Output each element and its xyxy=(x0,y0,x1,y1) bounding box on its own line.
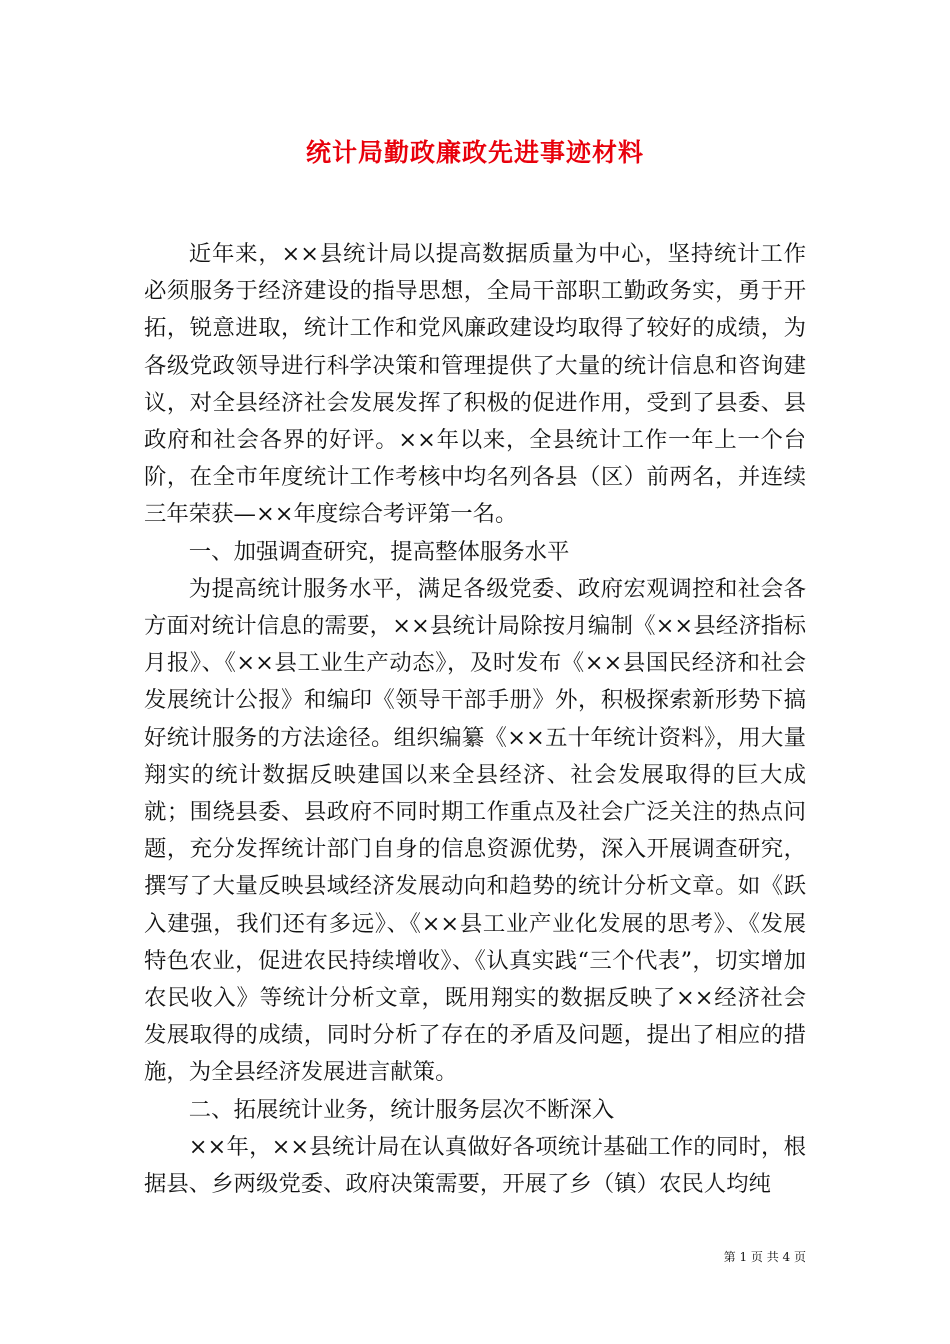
paragraph-intro: 近年来，××县统计局以提高数据质量为中心，坚持统计工作必须服务于经济建设的指导思想，全局干部职工勤政务实，勇于开拓，锐意进取，统计工作和党风廉政建设均取得了较好的成绩，为各级党政领导进行科学决策和管理提供了大量的统计信息和咨询建议，对全县经济社会发展发挥了积极的促进作用，受到了县委、县政府和社会各界的好评。××年以来，全县统计工作一年上一个台阶，在全市年度统计工作考核中均名列各县（区）前两名，并连续三年荣获—××年度综合考评第一名。 xyxy=(144,241,806,528)
section-heading-2: 二、拓展统计业务，统计服务层次不断深入 xyxy=(188,1096,615,1123)
page-number: 第 1 页 共 4 页 xyxy=(723,1250,806,1264)
paragraph-section-2: ××年，××县统计局在认真做好各项统计基础工作的同时，根据县、乡两级党委、政府决策需要，开展了乡（镇）农民人均纯 xyxy=(144,1133,806,1198)
document-title: 统计局勤政廉政先进事迹材料 xyxy=(305,138,644,167)
paragraph-section-1: 为提高统计服务水平，满足各级党委、政府宏观调控和社会各方面对统计信息的需要，××县统计局除按月编制《××县经济指标月报》、《××县工业生产动态》，及时发布《××县国民经济和社会发展统计公报》和编印《领导干部手册》外，积极探索新形势下搞好统计服务的方法途径。组织编纂《××五十年统计资料》，用大量翔实的统计数据反映建国以来全县经济、社会发展取得的巨大成就；围绕县委、县政府不同时期工作重点及社会广泛关注的热点问题，充分发挥统计部门自身的信息资源优势，深入开展调查研究，撰写了大量反映县域经济发展动向和趋势的统计分析文章。如《跃入建强，我们还有多远》、《××县工业产业化发展的思考》、《发展特色农业，促进农民持续增收》、《认真实践“三个代表”，切实增加农民收入》等统计分析文章，既用翔实的数据反映了××经济社会发展取得的成绩，同时分析了存在的矛盾及问题，提出了相应的措施，为全县经济发展进言献策。 xyxy=(144,575,806,1086)
section-heading-1: 一、加强调查研究，提高整体服务水平 xyxy=(188,538,570,565)
document-body xyxy=(144,236,806,1203)
